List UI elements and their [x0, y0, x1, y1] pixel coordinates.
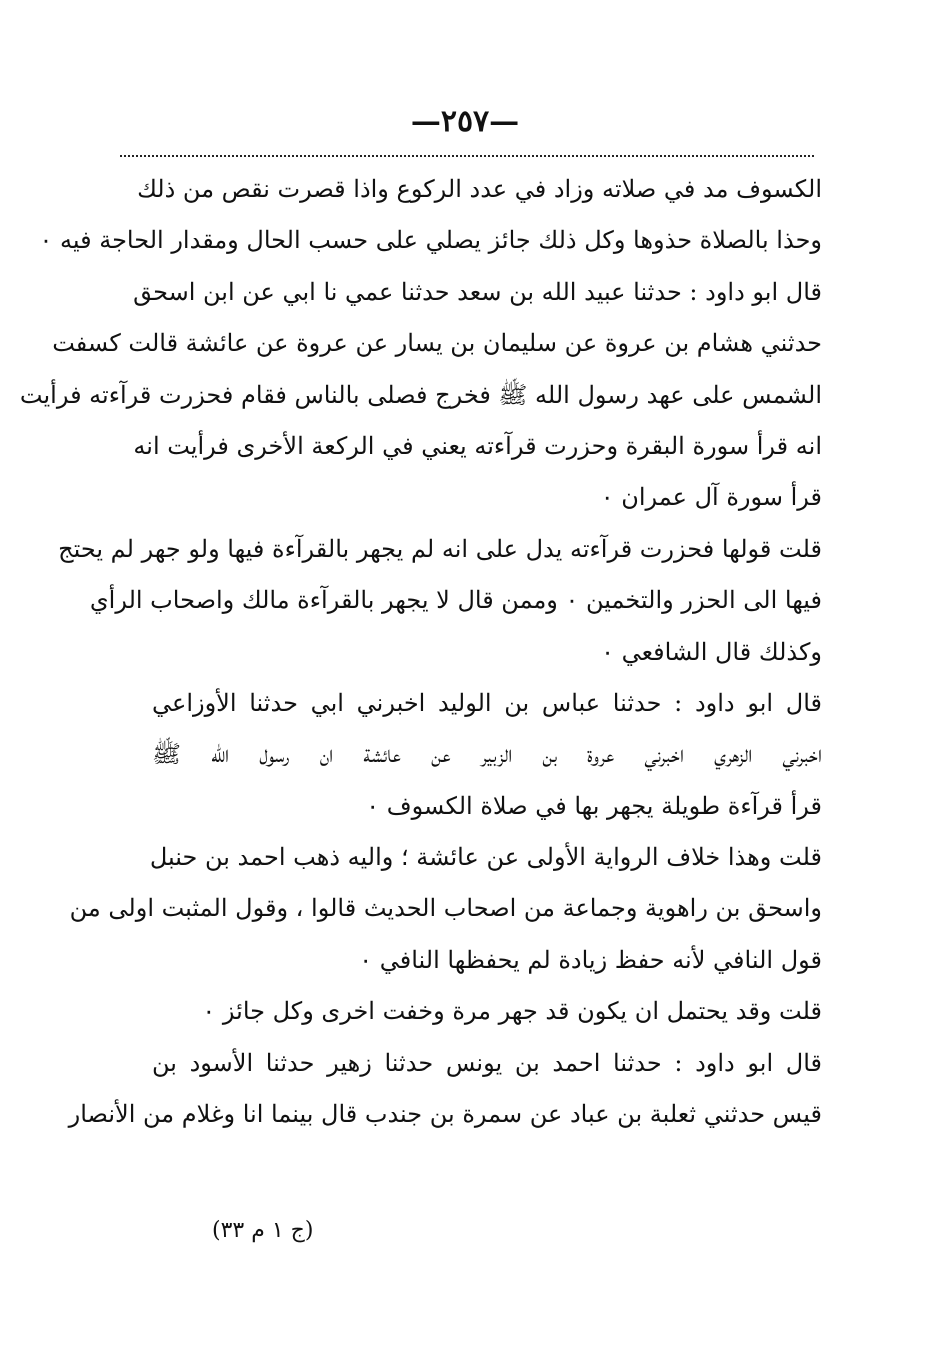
main-text	[19, 164, 822, 1140]
text-line: الكسوف مد في صلاته وزاد في عدد الركوع واذا قصرت نقص من ذلك	[137, 175, 822, 203]
header-divider	[120, 155, 814, 157]
text-line: قال ابو داود : حدثنا احمد بن يونس حدثنا زهير حدثنا الأسود بن	[152, 1048, 822, 1077]
text-line: قيس حدثني ثعلبة بن عباد عن سمرة بن جندب قال بينما انا وغلام من الأنصار	[68, 1100, 822, 1129]
text-line: واسحق بن راهوية وجماعة من اصحاب الحديث قالوا ، وقول المثبت اولى من	[69, 894, 822, 923]
signature-mark: (ج ١ م ٣٣)	[212, 1218, 314, 1243]
text-line: قرأ سورة آل عمران ٠	[600, 483, 822, 512]
text-line: حدثني هشام بن عروة عن سليمان بن يسار عن عروة عن عائشة قالت كسفت	[52, 329, 822, 358]
text-line: وحذا بالصلاة حذوها وكل ذلك جائز يصلي على حسب الحال ومقدار الحاجة فيه ٠	[39, 226, 822, 255]
text-line: قرأ قرآءة طويلة يجهر بها في صلاة الكسوف ٠	[366, 791, 822, 820]
text-line: وكذلك قال الشافعي ٠	[601, 637, 822, 666]
text-line: الشمس على عهد رسول الله ﷺ فخرج فصلى بالناس فقام فحزرت قرآءته فرأيت	[19, 380, 822, 409]
page-number: —٢٥٧—	[410, 104, 520, 139]
text-line: قال ابو داود : حدثنا عبيد الله بن سعد حدثنا عمي نا ابي عن ابن اسحق	[133, 277, 822, 306]
text-line: انه قرأ سورة البقرة وحزرت قرآءته يعني في الركعة الأخرى فرأيت انه	[133, 431, 822, 460]
text-line: قول النافي لأنه حفظ زيادة لم يحفظها النافي ٠	[359, 945, 822, 974]
text-line: قال ابو داود : حدثنا عباس بن الوليد اخبرني ابي حدثنا الأوزاعي	[152, 688, 822, 717]
text-line: اخبرني الزهري اخبرني عروة بن الزبير عن عائشة ان رسول الله ﷺ	[152, 740, 822, 769]
text-line: فيها الى الحزر والتخمين ٠ وممن قال لا يجهر بالقرآءة مالك واصحاب الرأي	[89, 586, 822, 615]
text-line: قلت وقد يحتمل ان يكون قد جهر مرة وخفت اخرى وكل جائز ٠	[202, 997, 822, 1026]
text-line: قلت وهذا خلاف الرواية الأولى عن عائشة ؛ واليه ذهب احمد بن حنبل	[149, 843, 822, 872]
text-line: قلت قولها فحزرت قرآءته يدل على انه لم يجهر بالقرآءة فيها ولو جهر لم يحتج	[58, 534, 822, 563]
